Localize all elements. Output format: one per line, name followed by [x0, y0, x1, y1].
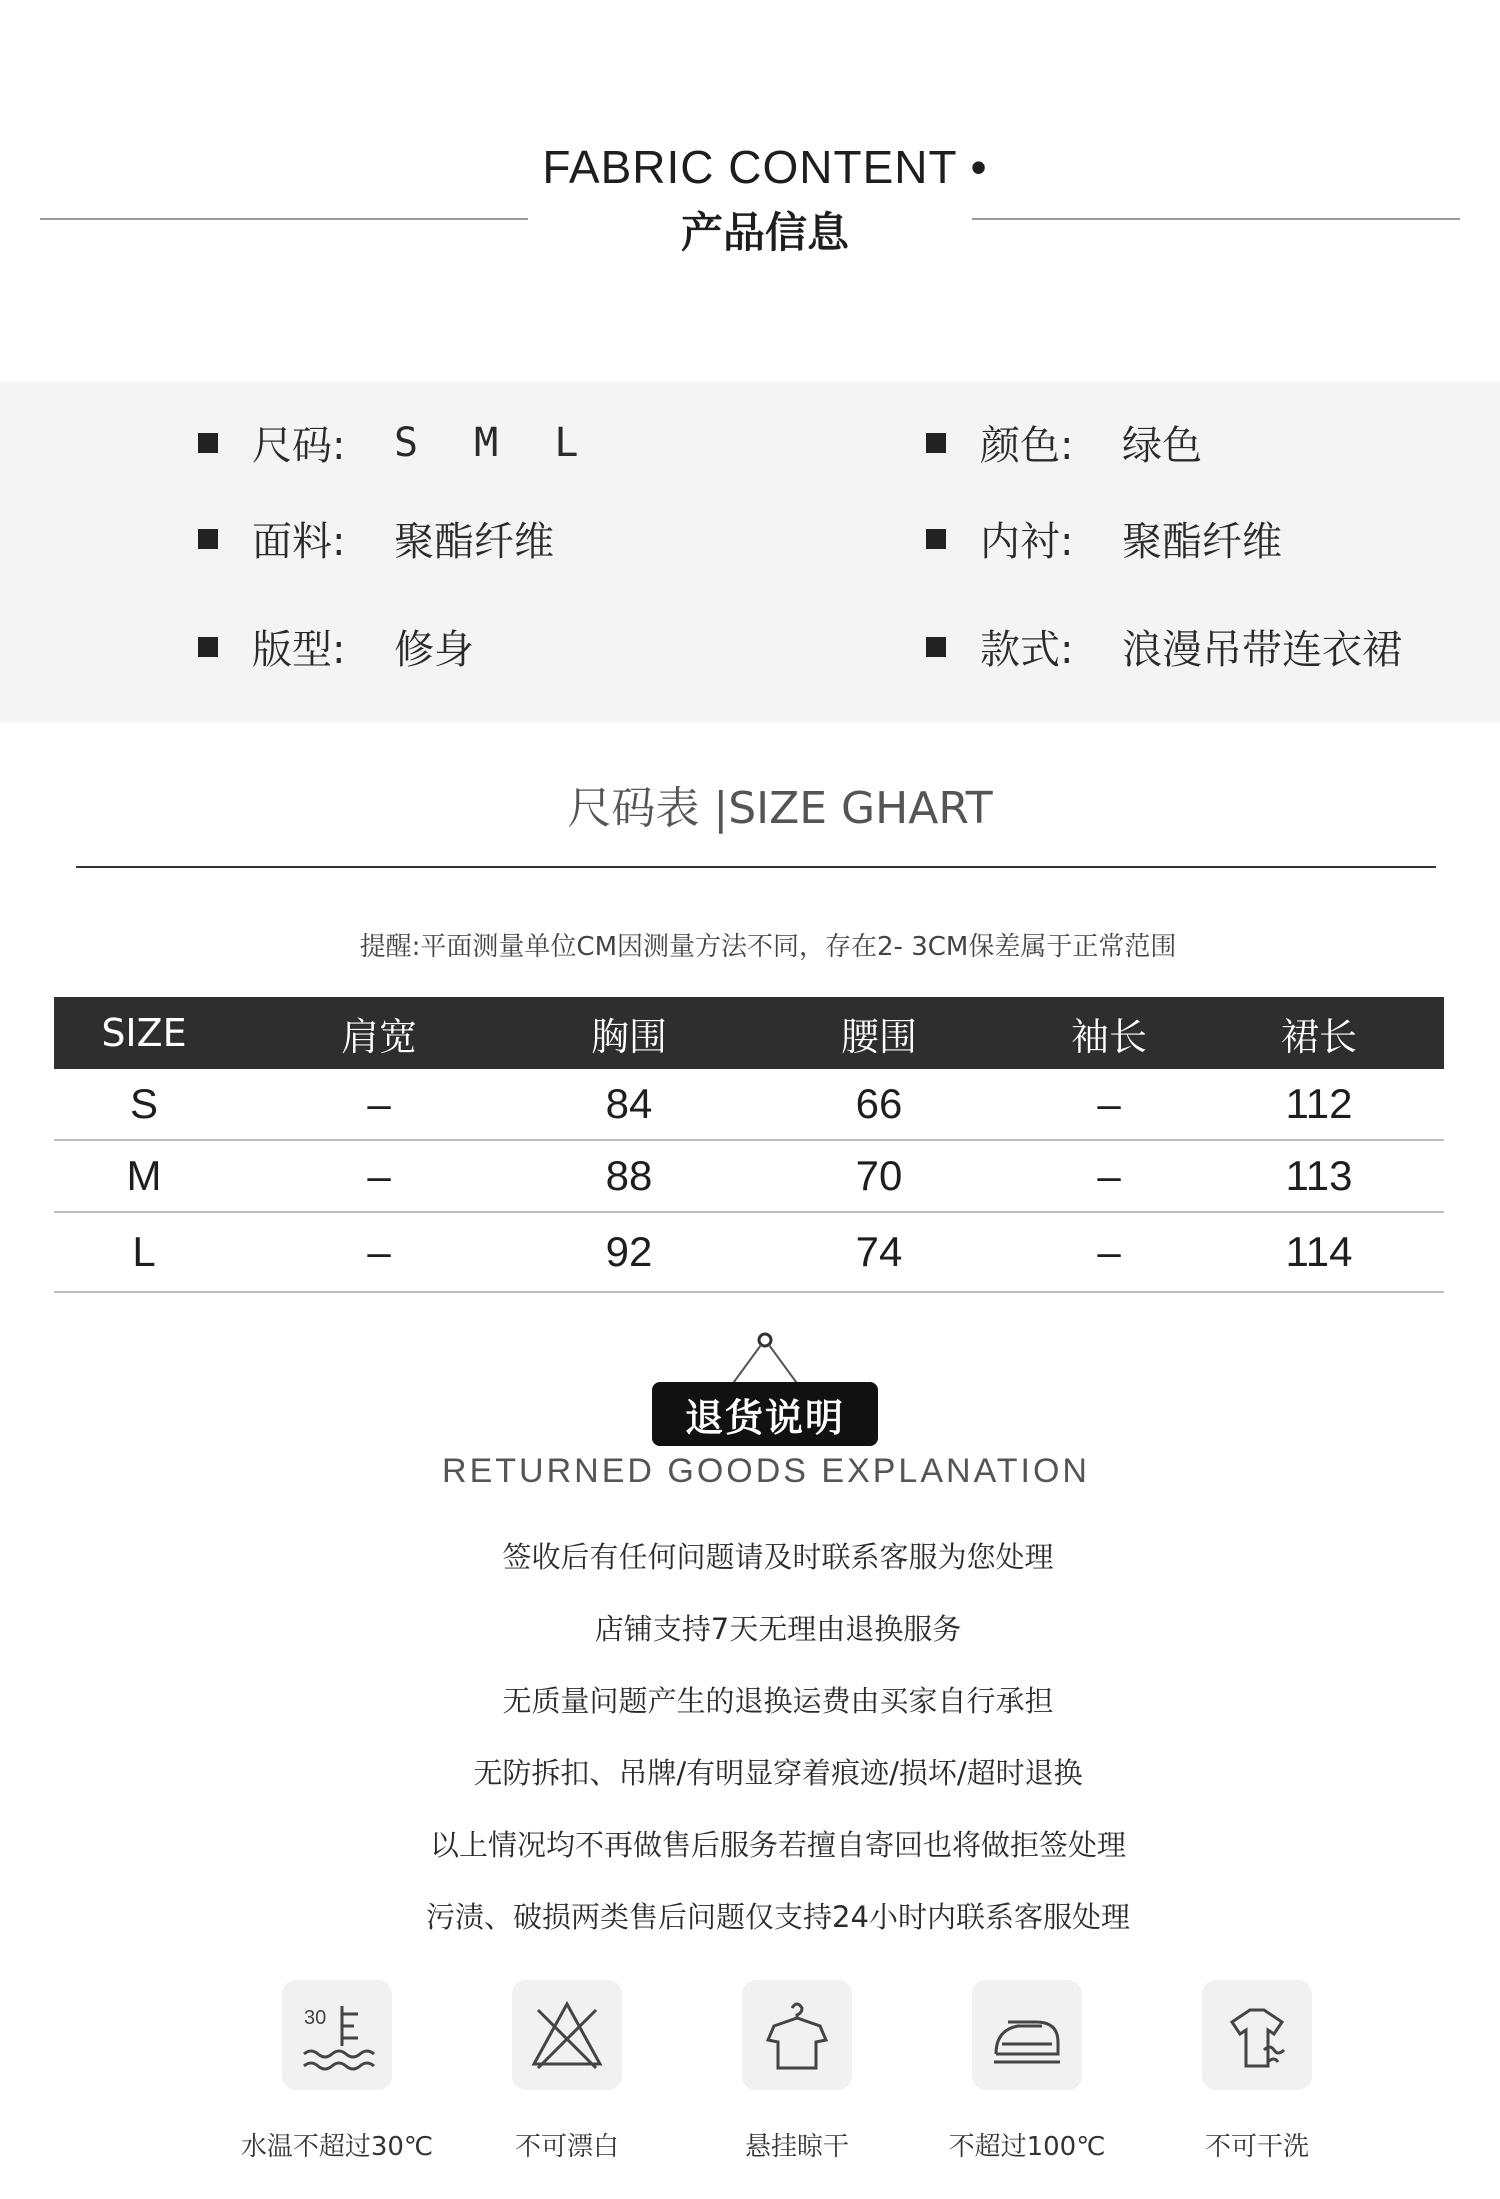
header-cell-waist: 腰围 [840, 1014, 917, 1059]
table-cell: 92 [605, 1228, 653, 1275]
table-cell: 70 [855, 1152, 903, 1199]
size-table-header [54, 997, 1444, 1069]
info-lining-label: 内衬: [980, 519, 1074, 565]
table-cell: – [367, 1152, 391, 1199]
table-cell: S [129, 1080, 158, 1127]
info-color-value: 绿色 [1122, 423, 1202, 469]
table-cell: 88 [605, 1152, 653, 1199]
return-line: 签收后有任何问题请及时联系客服为您处理 [502, 1540, 1054, 1574]
care-label-no-bleach: 不可漂白 [514, 2132, 619, 2162]
info-size [198, 414, 594, 471]
table-cell: – [367, 1228, 391, 1275]
header-cell-sleeve: 袖长 [1070, 1014, 1147, 1059]
header-cell-shoulder: 肩宽 [340, 1014, 417, 1059]
info-fit-value: 修身 [394, 627, 474, 673]
info-size-label: 尺码: [252, 423, 346, 469]
table-cell: 114 [1285, 1228, 1353, 1275]
table-row [54, 1213, 1444, 1293]
header-cell-length: 裙长 [1280, 1014, 1357, 1059]
no-dry-clean-icon [1202, 1980, 1312, 2090]
info-fabric [198, 510, 554, 567]
return-line: 无防拆扣、吊牌/有明显穿着痕迹/损坏/超时退换 [473, 1756, 1083, 1790]
care-label-iron: 不超过100℃ [948, 2132, 1106, 2162]
table-cell: L [132, 1228, 156, 1275]
care-label-no-dry-clean: 不可干洗 [1204, 2132, 1309, 2162]
bullet-icon [198, 433, 218, 453]
product-info-title: 产品信息 [680, 208, 849, 257]
wash-30-icon [282, 1980, 392, 2090]
table-cell: – [1097, 1080, 1121, 1127]
info-lining [926, 510, 1282, 567]
table-cell: 74 [855, 1228, 903, 1275]
table-cell: M [126, 1152, 162, 1199]
bullet-icon [926, 529, 946, 549]
return-badge: 退货说明 [652, 1382, 878, 1446]
table-cell: 112 [1285, 1080, 1353, 1127]
info-fabric-label: 面料: [252, 519, 346, 565]
info-color-label: 颜色: [980, 423, 1074, 469]
bullet-icon [926, 637, 946, 657]
return-line: 店铺支持7天无理由退换服务 [594, 1612, 962, 1646]
table-cell: 113 [1285, 1152, 1353, 1199]
header-cell-size: SIZE [101, 1011, 187, 1055]
return-line: 无质量问题产生的退换运费由买家自行承担 [502, 1684, 1054, 1718]
table-row [54, 1141, 1444, 1213]
info-style [926, 618, 1402, 675]
info-color [926, 414, 1202, 471]
return-line: 以上情况均不再做售后服务若擅自寄回也将做拒签处理 [429, 1828, 1126, 1862]
size-table [54, 997, 1444, 1293]
size-chart-title: 尺码表 |SIZE GHART [567, 783, 993, 834]
info-fit-label: 版型: [252, 627, 346, 673]
return-line: 污渍、破损两类售后问题仅支持24小时内联系客服处理 [426, 1900, 1130, 1934]
care-label-wash: 水温不超过30℃ [240, 2132, 434, 2162]
bullet-icon [926, 433, 946, 453]
size-chart-note: 提醒:平面测量单位CM因测量方法不同，存在2- 3CM保差属于正常范围 [359, 932, 1177, 962]
iron-icon [972, 1980, 1082, 2090]
table-row [54, 1069, 1444, 1141]
table-cell: – [367, 1080, 391, 1127]
header-cell-bust: 胸围 [590, 1014, 667, 1059]
table-cell: 66 [855, 1080, 903, 1127]
no-bleach-icon [512, 1980, 622, 2090]
info-size-value: S M L [394, 419, 595, 466]
info-style-value: 浪漫吊带连衣裙 [1122, 627, 1402, 673]
return-title-en: RETURNED GOODS EXPLANATION [442, 1452, 1090, 1490]
info-style-label: 款式: [980, 627, 1074, 673]
table-cell: 84 [605, 1080, 653, 1127]
bullet-icon [198, 529, 218, 549]
info-lining-value: 聚酯纤维 [1122, 519, 1282, 565]
info-fit [198, 618, 474, 675]
size-chart-divider [76, 866, 1436, 868]
product-info-panel [0, 382, 1500, 722]
hang-dry-icon [742, 1980, 852, 2090]
info-fabric-value: 聚酯纤维 [394, 519, 554, 565]
table-cell: – [1097, 1152, 1121, 1199]
table-cell: – [1097, 1228, 1121, 1275]
care-label-hang-dry: 悬挂晾干 [744, 2132, 849, 2162]
hanger-icon [705, 1330, 825, 1390]
wash-temp-text: 30 [304, 2007, 327, 2029]
bullet-icon [198, 637, 218, 657]
fabric-content-title: FABRIC CONTENT • [542, 141, 988, 193]
